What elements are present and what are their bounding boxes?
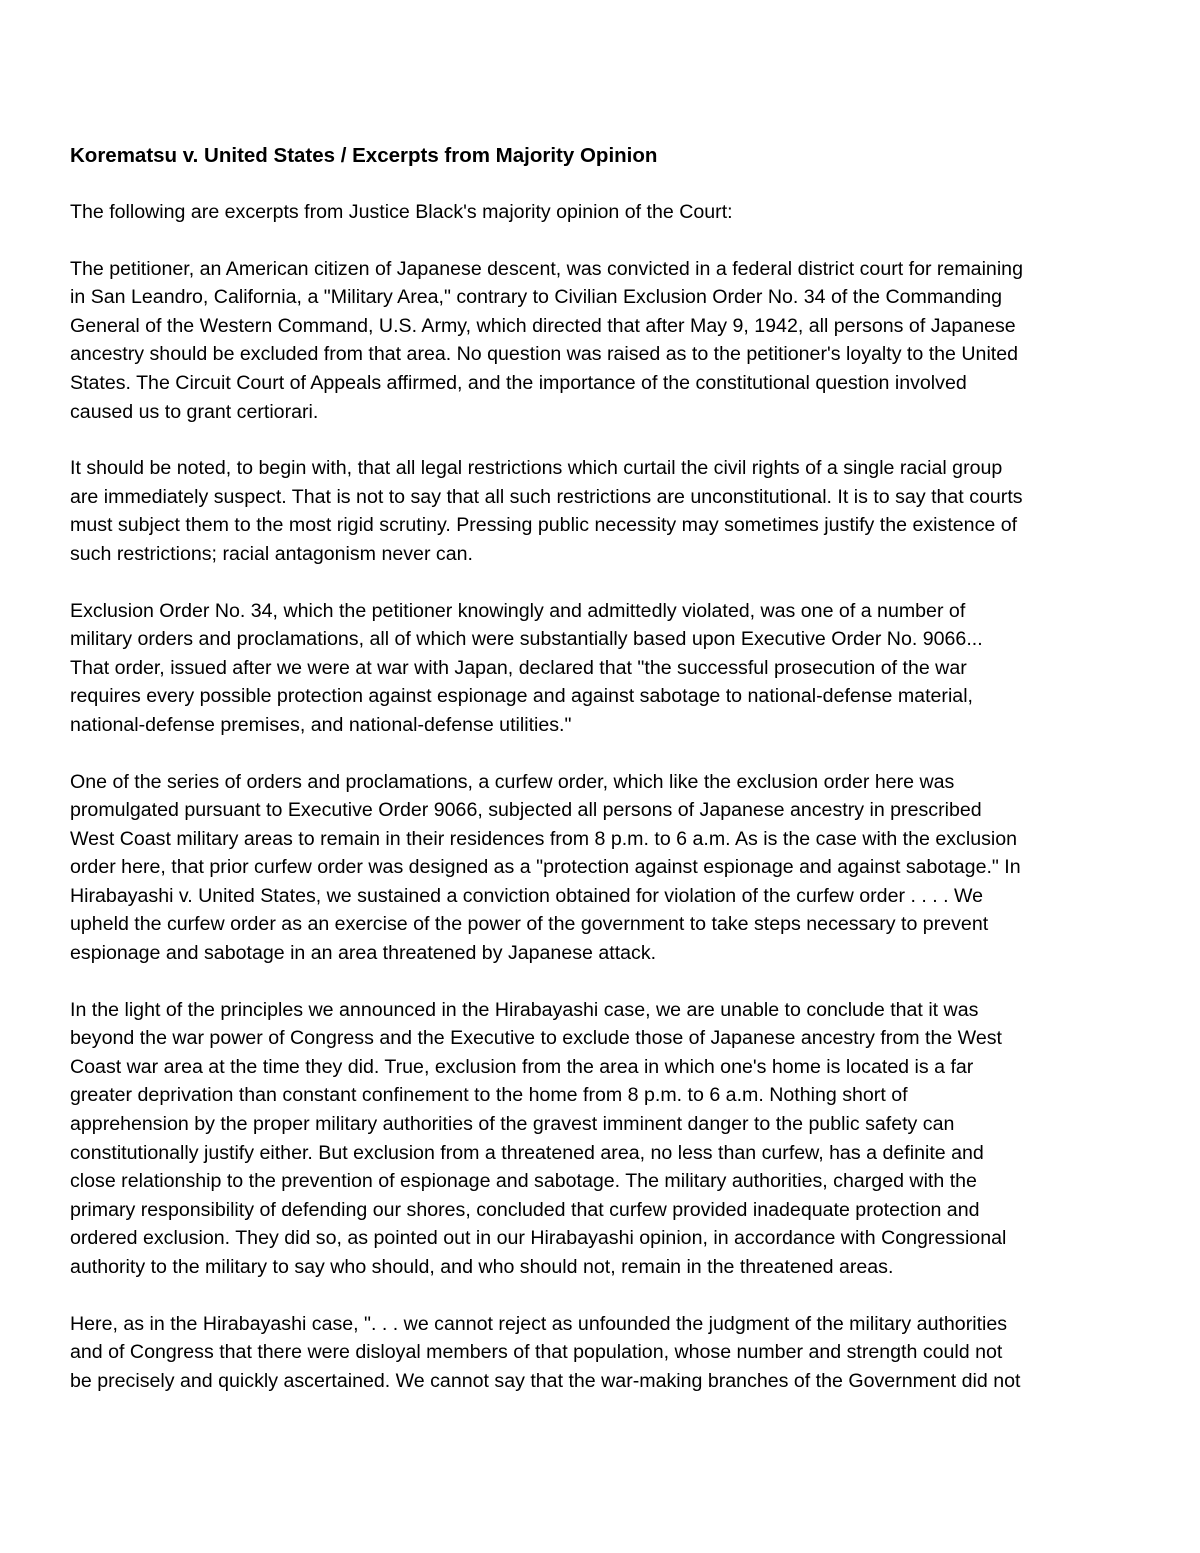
- paragraph-line: Hirabayashi v. United States, we sustained a conviction obtained for violation of the curfew order . . . . We: [70, 884, 984, 907]
- paragraph-line: military orders and proclamations, all of which were substantially based upon Executive Order No. 9066...: [70, 628, 983, 651]
- excerpt-paragraph: [70, 454, 1138, 568]
- paragraph-line: beyond the war power of Congress and the Executive to exclude those of Japanese ancestry from the West: [70, 1027, 1002, 1050]
- paragraph-line: and of Congress that there were disloyal members of that population, whose number and strength could not: [70, 1341, 1003, 1364]
- paragraph-line: constitutionally justify either. But exclusion from a threatened area, no less than curfew, has a definite and: [70, 1141, 984, 1164]
- paragraph-line: upheld the curfew order as an exercise of the power of the government to take steps necessary to prevent: [70, 913, 989, 936]
- paragraph-line: That order, issued after we were at war with Japan, declared that "the successful prosecution of the war: [70, 656, 967, 679]
- excerpt-paragraph: [70, 768, 1138, 968]
- paragraph-line: Exclusion Order No. 34, which the petitioner knowingly and admittedly violated, was one of a number of: [70, 599, 966, 622]
- intro-text: The following are excerpts from Justice Black's majority opinion of the Court:: [70, 201, 733, 223]
- paragraph-line: be precisely and quickly ascertained. We cannot say that the war-making branches of the Government did not: [70, 1369, 1021, 1392]
- paragraph-line: espionage and sabotage in an area threatened by Japanese attack.: [70, 942, 657, 965]
- excerpt-paragraph: [70, 597, 1138, 740]
- paragraph-line: such restrictions; racial antagonism never can.: [70, 542, 473, 565]
- paragraph-line: must subject them to the most rigid scrutiny. Pressing public necessity may sometimes justify the existence of: [70, 514, 1018, 537]
- paragraph-line: General of the Western Command, U.S. Army, which directed that after May 9, 1942, all persons of Japanese: [70, 314, 1016, 337]
- paragraph-line: One of the series of orders and proclamations, a curfew order, which like the exclusion order here was: [70, 770, 955, 793]
- paragraph-line: greater deprivation than constant confinement to the home from 8 p.m. to 6 a.m. Nothing short of: [70, 1084, 908, 1107]
- paragraph-line: caused us to grant certiorari.: [70, 400, 319, 423]
- paragraph-line: close relationship to the prevention of espionage and sabotage. The military authorities, charged with the: [70, 1170, 977, 1193]
- document-body: [70, 140, 1138, 1395]
- paragraph-line: Here, as in the Hirabayashi case, ". . . we cannot reject as unfounded the judgment of the military authorities: [70, 1312, 1008, 1335]
- paragraph-line: primary responsibility of defending our shores, concluded that curfew provided inadequate protection and: [70, 1198, 980, 1221]
- opinion-excerpts: [70, 255, 1138, 1396]
- paragraph-line: The petitioner, an American citizen of Japanese descent, was convicted in a federal district court for remaining: [70, 257, 1023, 280]
- document-title: Korematsu v. United States / Excerpts from Majority Opinion: [70, 144, 658, 167]
- excerpt-paragraph: [70, 255, 1138, 427]
- paragraph-line: apprehension by the proper military authorities of the gravest imminent danger to the public safety can: [70, 1113, 955, 1136]
- paragraph-line: requires every possible protection against espionage and against sabotage to national-defense material,: [70, 685, 973, 708]
- paragraph-line: West Coast military areas to remain in their residences from 8 p.m. to 6 a.m. As is the case with the exclusion: [70, 827, 1018, 850]
- excerpt-paragraph: [70, 996, 1138, 1282]
- paragraph-line: national-defense premises, and national-defense utilities.": [70, 713, 572, 736]
- paragraph-line: In the light of the principles we announced in the Hirabayashi case, we are unable to conclude that it was: [70, 998, 979, 1021]
- paragraph-line: are immediately suspect. That is not to say that all such restrictions are unconstitutional. It is to say that courts: [70, 485, 1023, 508]
- paragraph-line: order here, that prior curfew order was designed as a "protection against espionage and against sabotage." In: [70, 856, 1021, 879]
- paragraph-line: ordered exclusion. They did so, as pointed out in our Hirabayashi opinion, in accordance with Congressional: [70, 1227, 1007, 1250]
- paragraph-line: in San Leandro, California, a "Military Area," contrary to Civilian Exclusion Order No. 34 of the Commanding: [70, 286, 1002, 309]
- paragraph-line: ancestry should be excluded from that area. No question was raised as to the petitioner's loyalty to the United: [70, 343, 1019, 366]
- paragraph-line: Coast war area at the time they did. True, exclusion from the area in which one's home is located is a far: [70, 1055, 974, 1078]
- excerpt-paragraph: [70, 1310, 1138, 1396]
- paragraph-line: promulgated pursuant to Executive Order 9066, subjected all persons of Japanese ancestry in prescribed: [70, 799, 982, 822]
- paragraph-line: It should be noted, to begin with, that all legal restrictions which curtail the civil rights of a single racial group: [70, 457, 1003, 480]
- paragraph-line: authority to the military to say who should, and who should not, remain in the threatened areas.: [70, 1256, 894, 1278]
- paragraph-line: States. The Circuit Court of Appeals affirmed, and the importance of the constitutional question involved: [70, 371, 967, 394]
